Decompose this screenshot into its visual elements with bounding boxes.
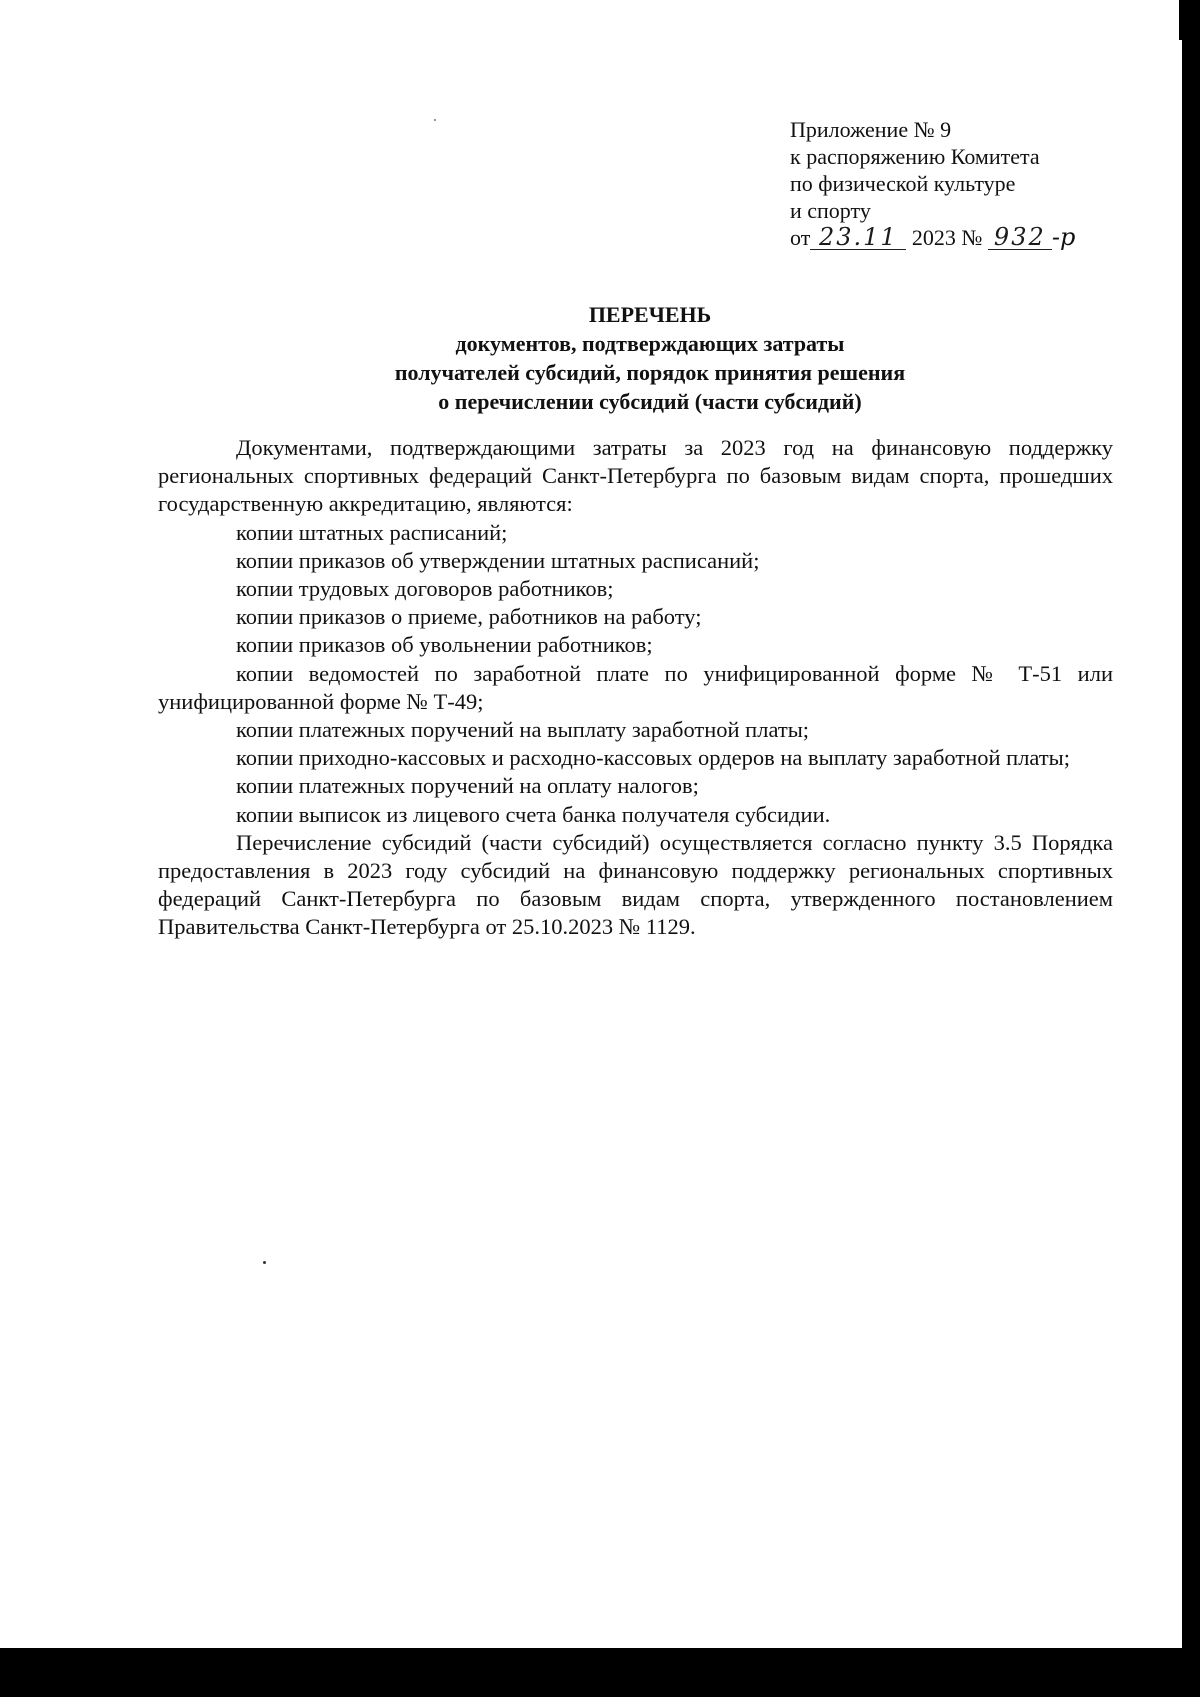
list-item: копии выписок из лицевого счета банка получателя субсидии. bbox=[236, 801, 831, 827]
appendix-header bbox=[790, 116, 1075, 251]
list-item: копии платежных поручений на выплату заработной платы; bbox=[236, 717, 810, 743]
list-item: копии платежных поручений на оплату налогов; bbox=[236, 773, 699, 799]
list-item: копии приходно-кассовых и расходно-кассовых ордеров на выплату заработной платы; bbox=[236, 745, 1071, 771]
scan-border-right bbox=[1182, 0, 1200, 1697]
list-item: копии трудовых договоров работников; bbox=[236, 576, 614, 602]
appendix-number: Приложение № 9 bbox=[790, 117, 952, 142]
title-subtitle-line: получателей субсидий, порядок принятия решения bbox=[394, 360, 906, 385]
list-item: копии приказов об утверждении штатных расписаний; bbox=[236, 547, 760, 573]
appendix-committee-line: по физической культуре bbox=[790, 171, 1016, 196]
handwritten-number: 932 bbox=[988, 225, 1052, 250]
list-item: копии штатных расписаний; bbox=[236, 519, 508, 545]
handwritten-date: 23.11 bbox=[810, 225, 906, 250]
closing-paragraph: Перечисление субсидий (части субсидий) осуществляется согласно пункту 3.5 Порядка предоставления в 2023 году субсидий на финансовую поддержку региональных спортивных федераций Санкт-Петербурга по базовым видам спорта, утвержденного постановлением Правительства Санкт-Петербурга от 25.10.2023 № 1129. bbox=[158, 829, 1113, 940]
title-heading: ПЕРЕЧЕНЬ bbox=[588, 302, 712, 327]
number-suffix: -р bbox=[1051, 223, 1076, 251]
title-subtitle-line: о перечислении субсидий (части субсидий) bbox=[438, 389, 862, 414]
scan-speck bbox=[434, 119, 436, 121]
date-prefix: от bbox=[790, 225, 811, 250]
list-item: копии приказов об увольнении работников; bbox=[236, 632, 653, 658]
scan-dot bbox=[263, 1261, 266, 1264]
appendix-order-line: к распоряжению Комитета bbox=[790, 144, 1040, 169]
document-title bbox=[150, 300, 1150, 416]
appendix-date-line bbox=[790, 224, 1075, 251]
title-subtitle-line: документов, подтверждающих затраты bbox=[455, 331, 845, 356]
list-item: копии ведомостей по заработной плате по унифицированной форме № Т-51 или унифицированной форме № Т-49; bbox=[158, 660, 1113, 714]
list-item: копии приказов о приеме, работников на работу; bbox=[236, 604, 702, 630]
appendix-sport-line: и спорту bbox=[790, 198, 871, 223]
scan-border-bottom bbox=[0, 1648, 1200, 1697]
document-body bbox=[158, 434, 1113, 942]
year-text: 2023 № bbox=[911, 225, 983, 250]
intro-paragraph: Документами, подтверждающими затраты за 2023 год на финансовую поддержку региональных спортивных федераций Санкт-Петербурга по базовым видам спорта, прошедших государственную аккредитацию, являются: bbox=[158, 435, 1113, 517]
